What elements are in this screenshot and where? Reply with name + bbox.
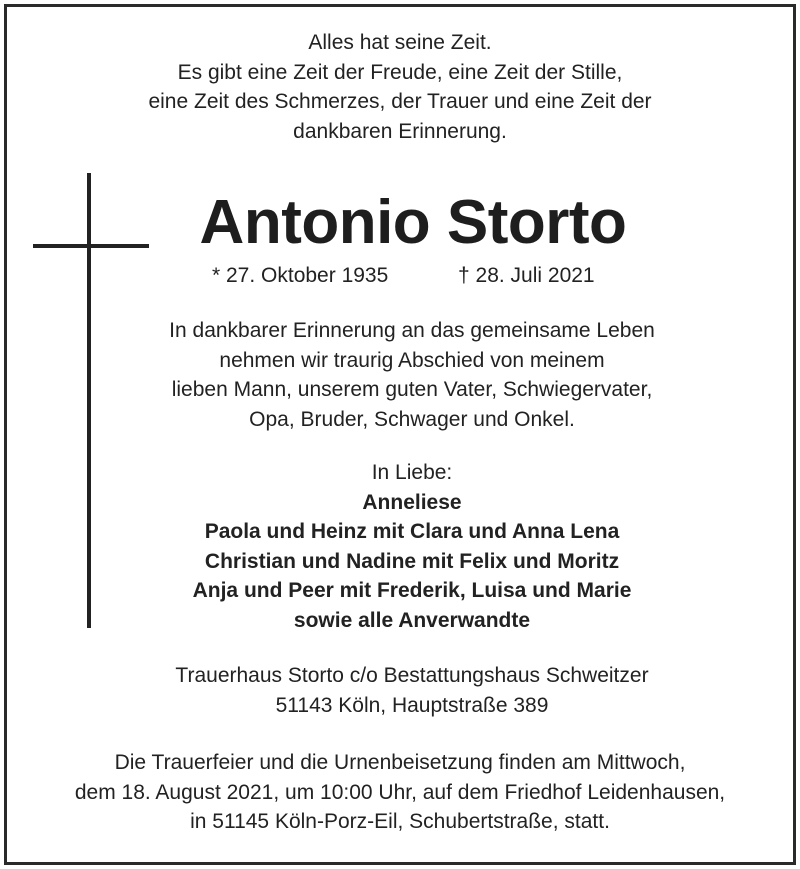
mourner-line: sowie alle Anverwandte (293, 608, 531, 632)
message-line: lieben Mann, unserem guten Vater, Schwiegervater, (171, 378, 653, 401)
farewell-message (12, 316, 800, 434)
mourner-line: Christian und Nadine mit Felix und Moritz (204, 549, 620, 573)
mourner-line: Anneliese (362, 490, 462, 514)
quote-line: dankbaren Erinnerung. (293, 119, 507, 143)
love-intro: In Liebe: (371, 461, 453, 484)
message-line: In dankbarer Erinnerung an das gemeinsame Leben (169, 319, 655, 342)
message-line: nehmen wir traurig Abschied von meinem (219, 348, 605, 372)
mourner-line: Paola und Heinz mit Clara und Anna Lena (204, 520, 620, 543)
message-line: Opa, Bruder, Schwager und Onkel. (249, 407, 575, 431)
address-line: Trauerhaus Storto c/o Bestattungshaus Schweitzer (175, 664, 649, 687)
ceremony-line: dem 18. August 2021, um 10:00 Uhr, auf dem Friedhof Leidenhausen, (74, 780, 726, 804)
ceremony-info (0, 748, 800, 837)
birth-date: * 27. Oktober 1935 (212, 264, 389, 287)
quote-line: Es gibt eine Zeit der Freude, eine Zeit der Stille, (177, 60, 623, 84)
ceremony-line: Die Trauerfeier und die Urnenbeisetzung finden am Mittwoch, (114, 751, 686, 774)
mourning-house-address (12, 661, 800, 720)
opening-quote (0, 28, 800, 146)
mourner-line: Anja und Peer mit Frederik, Luisa und Marie (192, 579, 632, 602)
deceased-name: Antonio Storto (199, 188, 627, 257)
quote-line: Alles hat seine Zeit. (308, 31, 492, 54)
quote-line: eine Zeit des Schmerzes, der Trauer und eine Zeit der (148, 90, 652, 113)
mourners-list (12, 458, 800, 635)
address-line: 51143 Köln, Hauptstraße 389 (275, 693, 549, 717)
ceremony-line: in 51145 Köln-Porz-Eil, Schubertstraße, statt. (190, 810, 610, 833)
death-date: † 28. Juli 2021 (458, 264, 595, 287)
